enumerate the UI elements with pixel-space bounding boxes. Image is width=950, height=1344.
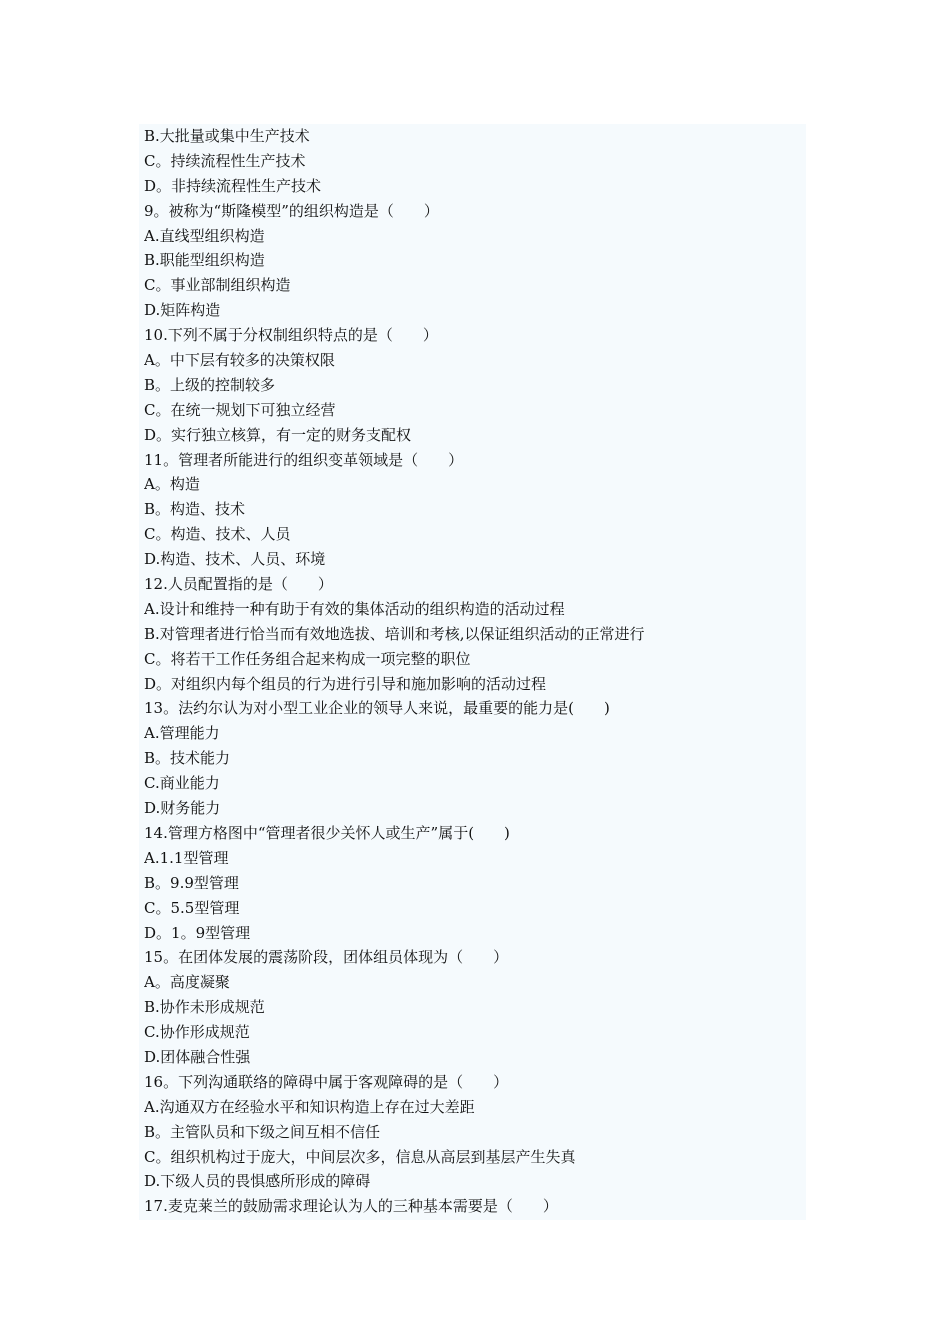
text-line: A.直线型组织构造	[144, 226, 265, 245]
text-line: A。构造	[144, 475, 200, 494]
text-line: B.对管理者进行恰当而有效地选拔、培训和考核,以保证组织活动的正常进行	[144, 624, 645, 643]
text-line: 14.管理方格图中“管理者很少关怀人或生产”属于( )	[144, 823, 510, 842]
text-line: C。在统一规划下可独立经营	[144, 400, 336, 419]
text-line: C。构造、技术、人员	[144, 525, 291, 544]
text-line: A.管理能力	[144, 724, 220, 743]
text-line: A。中下层有较多的决策权限	[144, 351, 335, 370]
text-line: C。持续流程性生产技术	[144, 151, 306, 170]
text-line: B。主管队员和下级之间互相不信任	[144, 1122, 381, 1141]
text-line: 9。被称为“斯隆模型”的组织构造是（ ）	[144, 201, 439, 220]
text-line: D.下级人员的畏惧感所形成的障碍	[144, 1172, 371, 1191]
text-line: C。组织机构过于庞大，中间层次多，信息从高层到基层产生失真	[144, 1147, 576, 1166]
text-line: D.团体融合性强	[144, 1047, 251, 1066]
text-line: D。实行独立核算，有一定的财务支配权	[144, 425, 412, 444]
text-line: B。技术能力	[144, 749, 231, 768]
text-line: 12.人员配置指的是（ ）	[144, 575, 333, 594]
text-line: B。9.9型管理	[144, 873, 239, 892]
text-line: C.协作形成规范	[144, 1023, 250, 1042]
question-list	[144, 124, 804, 1219]
text-line: B。上级的控制较多	[144, 375, 276, 394]
text-line: B.协作未形成规范	[144, 998, 265, 1017]
text-line: 13。法约尔认为对小型工业企业的领导人来说，最重要的能力是( )	[144, 699, 610, 718]
text-line: 16。下列沟通联络的障碍中属于客观障碍的是（ ）	[144, 1072, 509, 1091]
text-line: D。1。9型管理	[144, 923, 251, 942]
text-line: 17.麦克莱兰的鼓励需求理论认为人的三种基本需要是（ ）	[144, 1197, 558, 1216]
text-line: C。事业部制组织构造	[144, 276, 291, 295]
text-line: D。对组织内每个组员的行为进行引导和施加影响的活动过程	[144, 674, 547, 693]
text-line: A.沟通双方在经验水平和知识构造上存在过大差距	[144, 1097, 475, 1116]
text-line: B。构造、技术	[144, 500, 246, 519]
text-line: B.大批量或集中生产技术	[144, 127, 310, 145]
text-line: C.商业能力	[144, 774, 220, 793]
text-line: D.矩阵构造	[144, 301, 221, 320]
text-line: 11。管理者所能进行的组织变革领域是（ ）	[144, 450, 464, 469]
text-line: B.职能型组织构造	[144, 251, 265, 270]
text-line: A。高度凝聚	[144, 973, 230, 992]
text-line: D.财务能力	[144, 799, 221, 818]
text-line: A.设计和维持一种有助于有效的集体活动的组织构造的活动过程	[144, 599, 565, 618]
text-line: D。非持续流程性生产技术	[144, 176, 322, 195]
text-line: C。5.5型管理	[144, 898, 240, 917]
text-line: C。将若干工作任务组合起来构成一项完整的职位	[144, 649, 471, 668]
text-line: D.构造、技术、人员、环境	[144, 550, 326, 569]
text-line: 10.下列不属于分权制组织特点的是（ ）	[144, 326, 438, 345]
text-line: A.1.1型管理	[144, 848, 229, 867]
text-line: 15。在团体发展的震荡阶段，团体组员体现为（ ）	[144, 948, 509, 967]
